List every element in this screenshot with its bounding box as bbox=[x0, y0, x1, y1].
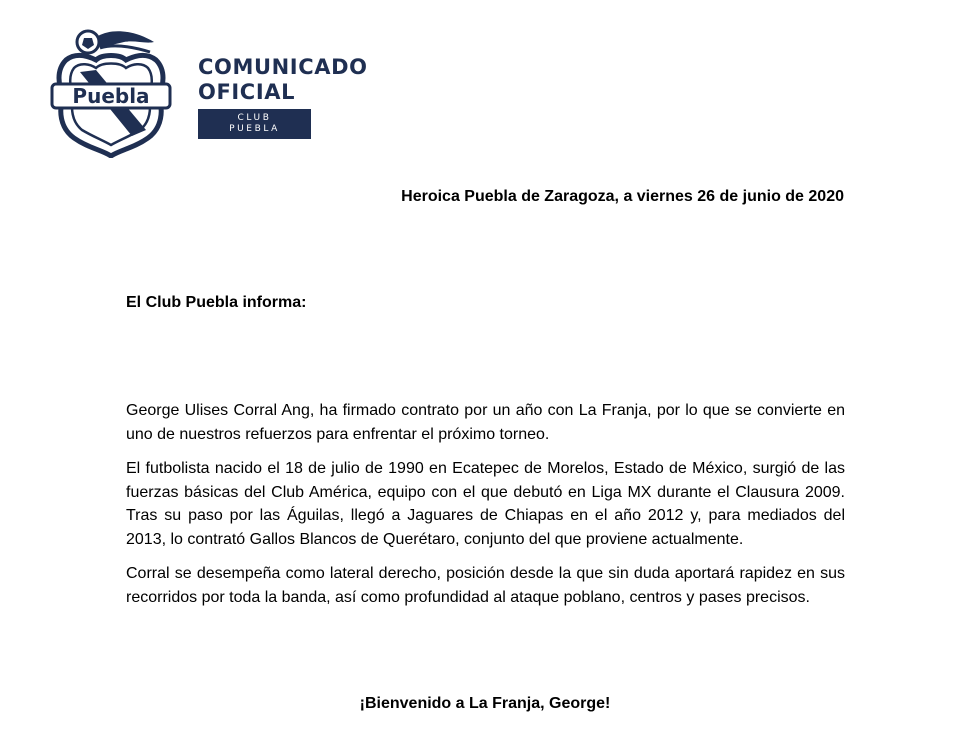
body-paragraph: El futbolista nacido el 18 de julio de 1990 en Ecatepec de Morelos, Estado de México, surgió de las fuerzas básicas del Club América, equipo con el que debutó en Liga MX durante el Clausura 2009. Tras su paso por las Águilas, llegó a Jaguares de Chiapas en el año 2012 y, para mediados del 2013, lo contrató Gallos Blancos de Querétaro, conjunto del que proviene actualmente. bbox=[126, 460, 845, 548]
date-line: Heroica Puebla de Zaragoza, a viernes 26 de junio de 2020 bbox=[401, 188, 844, 205]
intro-heading: El Club Puebla informa: bbox=[126, 294, 307, 311]
closing-line: ¡Bienvenido a La Franja, George! bbox=[359, 695, 611, 712]
club-puebla-crest-logo bbox=[50, 26, 172, 158]
header-title-line1: COMUNICADO bbox=[198, 55, 368, 79]
body-paragraph: Corral se desempeña como lateral derecho, posición desde la que sin duda aportará rapidez en sus recorridos por toda la banda, así como profundidad al ataque poblano, centros y pases precisos. bbox=[126, 565, 845, 606]
communique-header bbox=[198, 55, 368, 139]
body-paragraph: George Ulises Corral Ang, ha firmado contrato por un año con La Franja, por lo que se convierte en uno de nuestros refuerzos para enfrentar el próximo torneo. bbox=[126, 402, 845, 443]
svg-text:Puebla: Puebla bbox=[72, 84, 150, 108]
letter-body bbox=[126, 399, 845, 620]
club-badge-label: CLUB PUEBLA bbox=[198, 109, 311, 139]
header-title-line2: OFICIAL bbox=[198, 80, 296, 104]
